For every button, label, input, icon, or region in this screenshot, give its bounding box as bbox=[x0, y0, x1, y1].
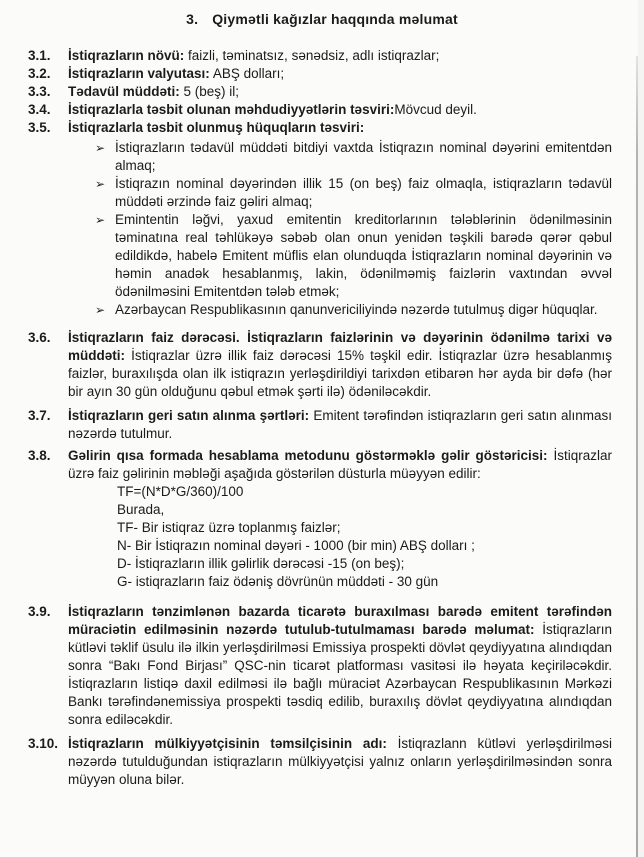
section-text: Emitent tərəfindən istiqrazların geri satın alınması nəzərdə tutulmur. bbox=[68, 408, 613, 441]
section-number: 3.6. bbox=[28, 330, 51, 345]
section-content bbox=[68, 83, 612, 101]
section-label: İstiqrazlarla təsbit olunan məhdudiyyətlərin təsviri: bbox=[68, 102, 395, 117]
section-label: İstiqrazların valyutası: bbox=[68, 66, 210, 81]
formula-line: D- İstiqrazların illik gəlirlik dərəcəsi -15 (on beş); bbox=[117, 556, 405, 571]
formula-line: G- istiqrazların faiz ödəniş dövrünün müddəti - 30 gün bbox=[117, 574, 439, 589]
rights-bullet-list bbox=[68, 139, 612, 319]
section-item-3-7 bbox=[0, 407, 644, 443]
arrow-bullet-icon: ➢ bbox=[95, 213, 106, 227]
section-number: 3.1. bbox=[28, 48, 51, 63]
page-title-text: Qiymətli kağızlar haqqında məlumat bbox=[212, 11, 458, 27]
section-number: 3.9. bbox=[28, 604, 51, 619]
section-text: İstiqrazlar üzrə illik faiz dərəcəsi 15% təşkil edir. İstiqrazlar üzrə hesablanmış faizlər, buraxılışda olan ilk istiqrazın yerləşdirildiyi tarixdən etibarən hər ayda bir dəfə (hər bir ayın 30 gün olduğunu qəbul etmək şərti ilə) ödəniləcəkdir. bbox=[68, 348, 612, 399]
arrow-bullet-icon: ➢ bbox=[95, 177, 106, 191]
bullet-item bbox=[68, 211, 612, 301]
page-title-number: 3. bbox=[186, 11, 199, 27]
bullet-text: İstiqrazın nominal dəyərindən illik 15 (on beş) faiz olmaqla, istiqrazların tədavül müddəti ərzində faiz gəliri almaq; bbox=[115, 176, 612, 209]
section-label: İstiqrazların geri satın alınma şərtləri: bbox=[68, 408, 310, 423]
scan-edge-line bbox=[636, 56, 638, 857]
bullet-item bbox=[68, 139, 612, 175]
section-number: 3.7. bbox=[28, 408, 51, 423]
section-item-3-9 bbox=[0, 603, 644, 729]
section-content bbox=[68, 47, 612, 65]
bullet-text: İstiqrazların tədavül müddəti bitdiyi vaxtda İstiqrazın nominal dəyərini emitentdən almaq; bbox=[115, 140, 612, 173]
section-content bbox=[68, 65, 612, 83]
section-item-3-5 bbox=[0, 119, 644, 319]
section-item-3-3 bbox=[0, 83, 644, 101]
formula-line: TF=(N*D*G/360)/100 bbox=[117, 484, 244, 499]
formula-line: Burada, bbox=[117, 502, 165, 517]
bullet-text: Emintentin ləğvi, yaxud emitentin kreditorlarının tələblərinin ödənilməsinin təminatına real təhlükəyə səbəb olan onun yenidən təşkili barədə qərər qəbul edildikdə, habelə Emitent müflis elan olunduqda İstiqrazların nominal dəyərinin və həmin anadək hesablanmış, lakin, ödənilməmiş faizlərin vaxtından əvvəl ödənilməsini Emitentdən tələb etmək; bbox=[115, 212, 612, 299]
section-label: Gəlirin qısa formada hesablama metodunu göstərməklə gəlir göstəricisi: bbox=[68, 448, 548, 463]
section-text: faizli, təminatsız, sənədsiz, adlı istiqrazlar; bbox=[184, 48, 440, 63]
section-label: Tədavül müddəti: bbox=[68, 84, 180, 99]
page-title bbox=[0, 0, 644, 28]
section-text: İstiqrazlann kütləvi yerləşdirilməsi nəzərdə tutulduğundan istiqrazların mülkiyyətçisi yalnız onların yerləşdirilməsindən sonra müyyən oluna bilər. bbox=[68, 736, 612, 787]
formula-block bbox=[117, 483, 612, 591]
section-item-3-10 bbox=[0, 735, 644, 789]
section-text: Mövcud deyil. bbox=[394, 102, 477, 117]
arrow-bullet-icon: ➢ bbox=[95, 141, 106, 155]
section-item-3-8 bbox=[0, 447, 644, 591]
section-text: ABŞ dolları; bbox=[209, 66, 285, 81]
section-number: 3.8. bbox=[28, 448, 51, 463]
formula-line: N- Bir İstiqrazın nominal dəyəri - 1000 (bir min) ABŞ dolları ; bbox=[117, 538, 475, 553]
section-text: 5 (beş) il; bbox=[179, 84, 240, 99]
section-item-3-6 bbox=[0, 329, 644, 401]
scan-edge-shade bbox=[638, 0, 644, 857]
section-content bbox=[68, 119, 612, 319]
section-number: 3.4. bbox=[28, 102, 51, 117]
section-content bbox=[68, 329, 612, 401]
section-content bbox=[68, 407, 612, 443]
section-number: 3.5. bbox=[28, 120, 51, 135]
section-number: 3.2. bbox=[28, 66, 51, 81]
section-number: 3.3. bbox=[28, 84, 51, 99]
section-label: İstiqrazların faiz dərəcəsi. İstiqrazların faizlərinin və dəyərinin ödənilmə tarixi və müddəti: bbox=[68, 330, 612, 363]
section-label: İstiqrazlarla təsbit olunmuş hüquqların təsviri: bbox=[68, 120, 365, 135]
formula-line: TF- Bir istiqraz üzrə toplanmış faizlər; bbox=[117, 520, 341, 535]
section-text: İstiqrazlar üzrə faiz gəlirinin məbləği aşağıda göstərilən düsturla müəyyən edilir: bbox=[68, 448, 612, 481]
section-item-3-1 bbox=[0, 47, 644, 65]
section-item-3-2 bbox=[0, 65, 644, 83]
section-content bbox=[68, 447, 612, 591]
bullet-text: Azərbaycan Respublikasının qanunvericiliyində nəzərdə tutulmuş digər hüquqlar. bbox=[115, 302, 598, 317]
section-content bbox=[68, 735, 612, 789]
bullet-item bbox=[68, 301, 612, 319]
section-content bbox=[68, 101, 612, 119]
section-item-3-4 bbox=[0, 101, 644, 119]
section-text: İstiqrazların kütləvi təklif üsulu ilə ilkin yerləşdirilməsi Emissiya prospekti dövlət qeydiyyatına alındıqdan sonra “Bakı Fond Birjası” QSC-nin ticarət platforması vasitəsi ilə həyata keçiriləcəkdir. İstiqrazların listiqə daxil edilməsi ilə bağlı müraciət Azərbaycan Respublikasının Mərkəzi Bankı tərəfindənemissiya prospekti təsdiq edilib, buraxılış dövlət qeydiyyatına alındıqdan sonra ediləcəkdir. bbox=[68, 622, 612, 727]
bullet-item bbox=[68, 175, 612, 211]
sections-list bbox=[0, 47, 644, 789]
section-label: İstiqrazların növü: bbox=[68, 48, 185, 63]
section-number: 3.10. bbox=[28, 736, 59, 751]
arrow-bullet-icon: ➢ bbox=[95, 303, 106, 317]
section-content bbox=[68, 603, 612, 729]
section-label: İstiqrazların tənzimlənən bazarda ticarətə buraxılması barədə emitent tərəfindən müraciətin edilməsinin nəzərdə tutulub-tutulmaması barədə məlumat: bbox=[68, 604, 612, 637]
section-label: İstiqrazların mülkiyyətçisinin təmsilçisinin adı: bbox=[68, 736, 387, 751]
